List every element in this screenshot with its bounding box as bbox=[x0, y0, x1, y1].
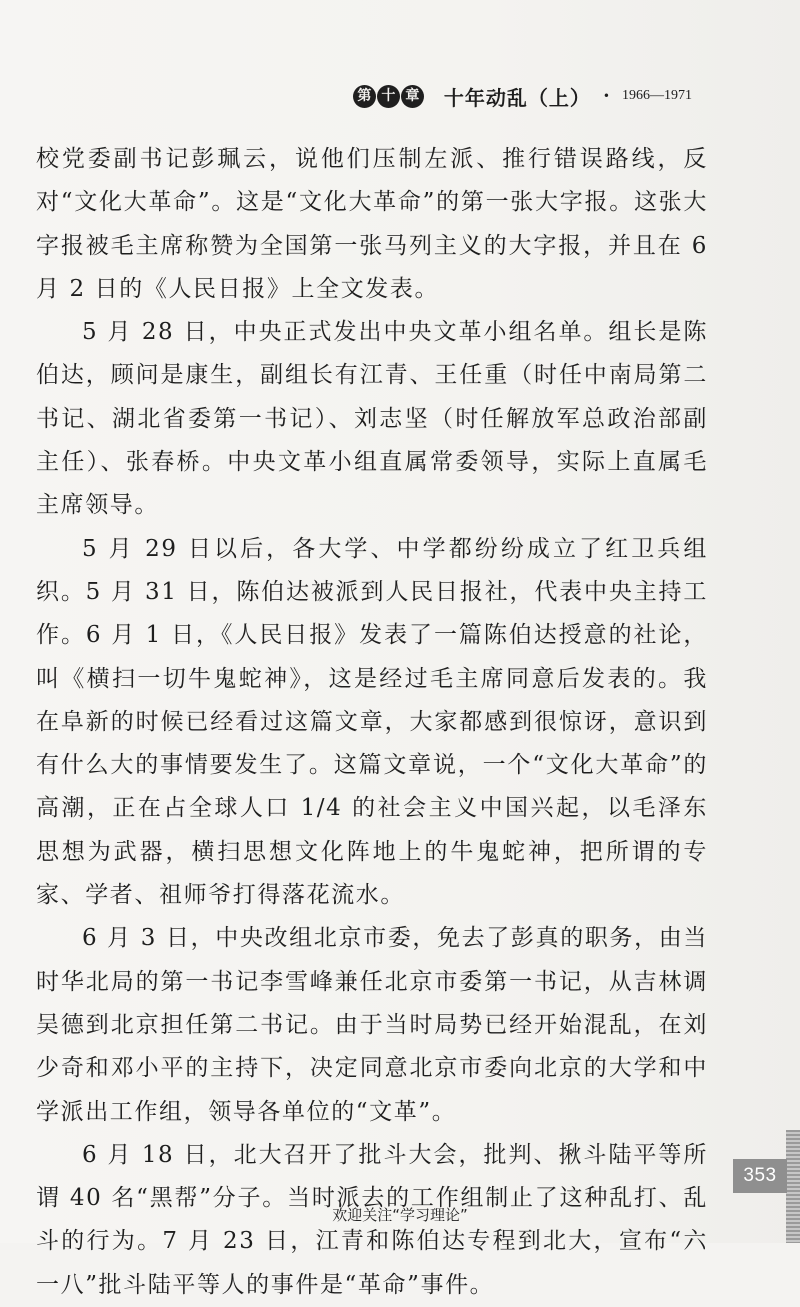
chapter-badge-char: 第 bbox=[353, 85, 376, 108]
chapter-years: 1966—1971 bbox=[622, 88, 692, 103]
paragraph: 6 月 18 日，北大召开了批斗大会，批判、揪斗陆平等所谓 40 名“黑帮”分子。当时派去的工作组制止了这种乱打、乱斗的行为。7 月 23 日，江青和陈伯达专程到北大，宣布“六一八”批斗陆平等人的事件是“革命”事件。 bbox=[36, 1141, 708, 1298]
chapter-badge-char: 十 bbox=[377, 85, 400, 108]
chapter-title: 十年动乱（上） bbox=[443, 85, 591, 110]
paragraph: 校党委副书记彭珮云，说他们压制左派、推行错误路线，反对“文化大革命”。这是“文化大革命”的第一张大字报。这张大字报被毛主席称赞为全国第一张马列主义的大字报，并且在 6 月 2 日的《人民日报》上全文发表。 bbox=[36, 146, 708, 302]
paragraph: 6 月 3 日，中央改组北京市委，免去了彭真的职务，由当时华北局的第一书记李雪峰兼任北京市委第一书记，从吉林调吴德到北京担任第二书记。由于当时局势已经开始混乱，在刘少奇和邓小平的主持下，决定同意北京市委向北京的大学和中学派出工作组，领导各单位的“文革”。 bbox=[36, 925, 708, 1125]
paragraph: 5 月 29 日以后，各大学、中学都纷纷成立了红卫兵组织。5 月 31 日，陈伯达被派到人民日报社，代表中央主持工作。6 月 1 日，《人民日报》发表了一篇陈伯达授意的社论，叫《横扫一切牛鬼蛇神》，这是经过毛主席同意后发表的。我在阜新的时候已经看过这篇文章，大家都感到很惊讶，意识到有什么大的事情要发生了。这篇文章说，一个“文化大革命”的高潮，正在占全球人口 1/4 的社会主义中国兴起，以毛泽东思想为武器，横扫思想文化阵地上的牛鬼蛇神，把所谓的专家、学者、祖师爷打得落花流水。 bbox=[36, 535, 708, 909]
chapter-badge-char: 章 bbox=[401, 85, 424, 108]
running-header bbox=[353, 78, 692, 114]
paragraph: 5 月 28 日，中央正式发出中央文革小组名单。组长是陈伯达，顾问是康生，副组长有江青、王任重（时任中南局第二书记、湖北省委第一书记）、刘志坚（时任解放军总政治部副主任）、张春桥。中央文革小组直属常委领导，实际上直属毛主席领导。 bbox=[36, 319, 708, 519]
header-bullet: • bbox=[602, 89, 610, 103]
body-text bbox=[36, 138, 708, 1307]
chapter-badge bbox=[353, 85, 424, 108]
page-number: 353 bbox=[733, 1159, 787, 1193]
footer-note: 欢迎关注“学习理论” bbox=[332, 1206, 468, 1224]
page-edge-tab bbox=[786, 1130, 800, 1243]
